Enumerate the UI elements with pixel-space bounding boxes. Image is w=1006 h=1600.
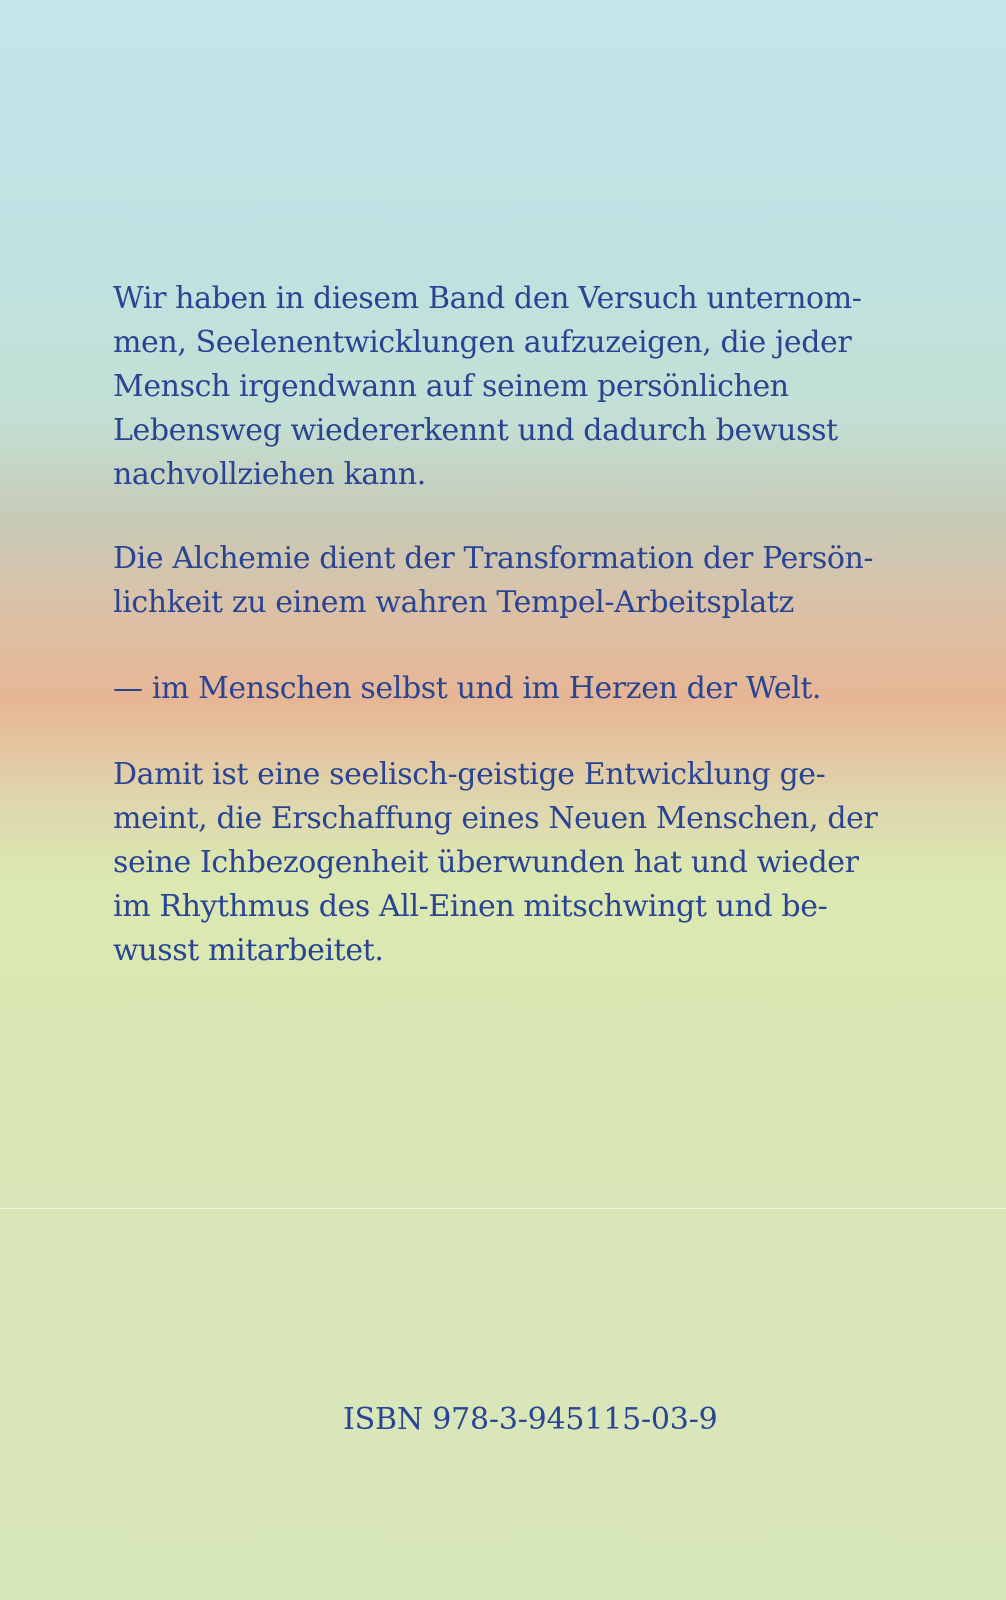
isbn-number: ISBN 978-3-945115-03-9 [343,1402,718,1437]
paragraph-welt [113,667,913,711]
paragraph-intro [113,277,913,497]
text-line: im Rhythmus des All-Einen mitschwingt und be- [113,889,828,924]
text-line: men, Seelenentwicklungen aufzuzeigen, die jeder [113,325,852,360]
text-line: Damit ist eine seelisch-geistige Entwicklung ge- [113,757,826,792]
text-line: lichkeit zu einem wahren Tempel-Arbeitsplatz [113,585,794,620]
section-divider [0,1208,1006,1209]
text-line: Die Alchemie dient der Transformation der Persön- [113,541,874,576]
text-line: Mensch irgendwann auf seinem persönlichen [113,369,789,404]
text-line: — im Menschen selbst und im Herzen der Welt. [113,671,822,706]
text-line: Lebensweg wiedererkennt und dadurch bewusst [113,413,838,448]
paragraph-alchemie [113,537,913,625]
paragraph-entwicklung [113,753,913,973]
text-line: meint, die Erschaffung eines Neuen Menschen, der [113,801,878,836]
text-line: wusst mitarbeitet. [113,933,384,968]
text-line: Wir haben in diesem Band den Versuch unternom- [113,281,862,316]
text-line: seine Ichbezogenheit überwunden hat und wieder [113,845,859,880]
text-line: nachvollziehen kann. [113,457,426,492]
